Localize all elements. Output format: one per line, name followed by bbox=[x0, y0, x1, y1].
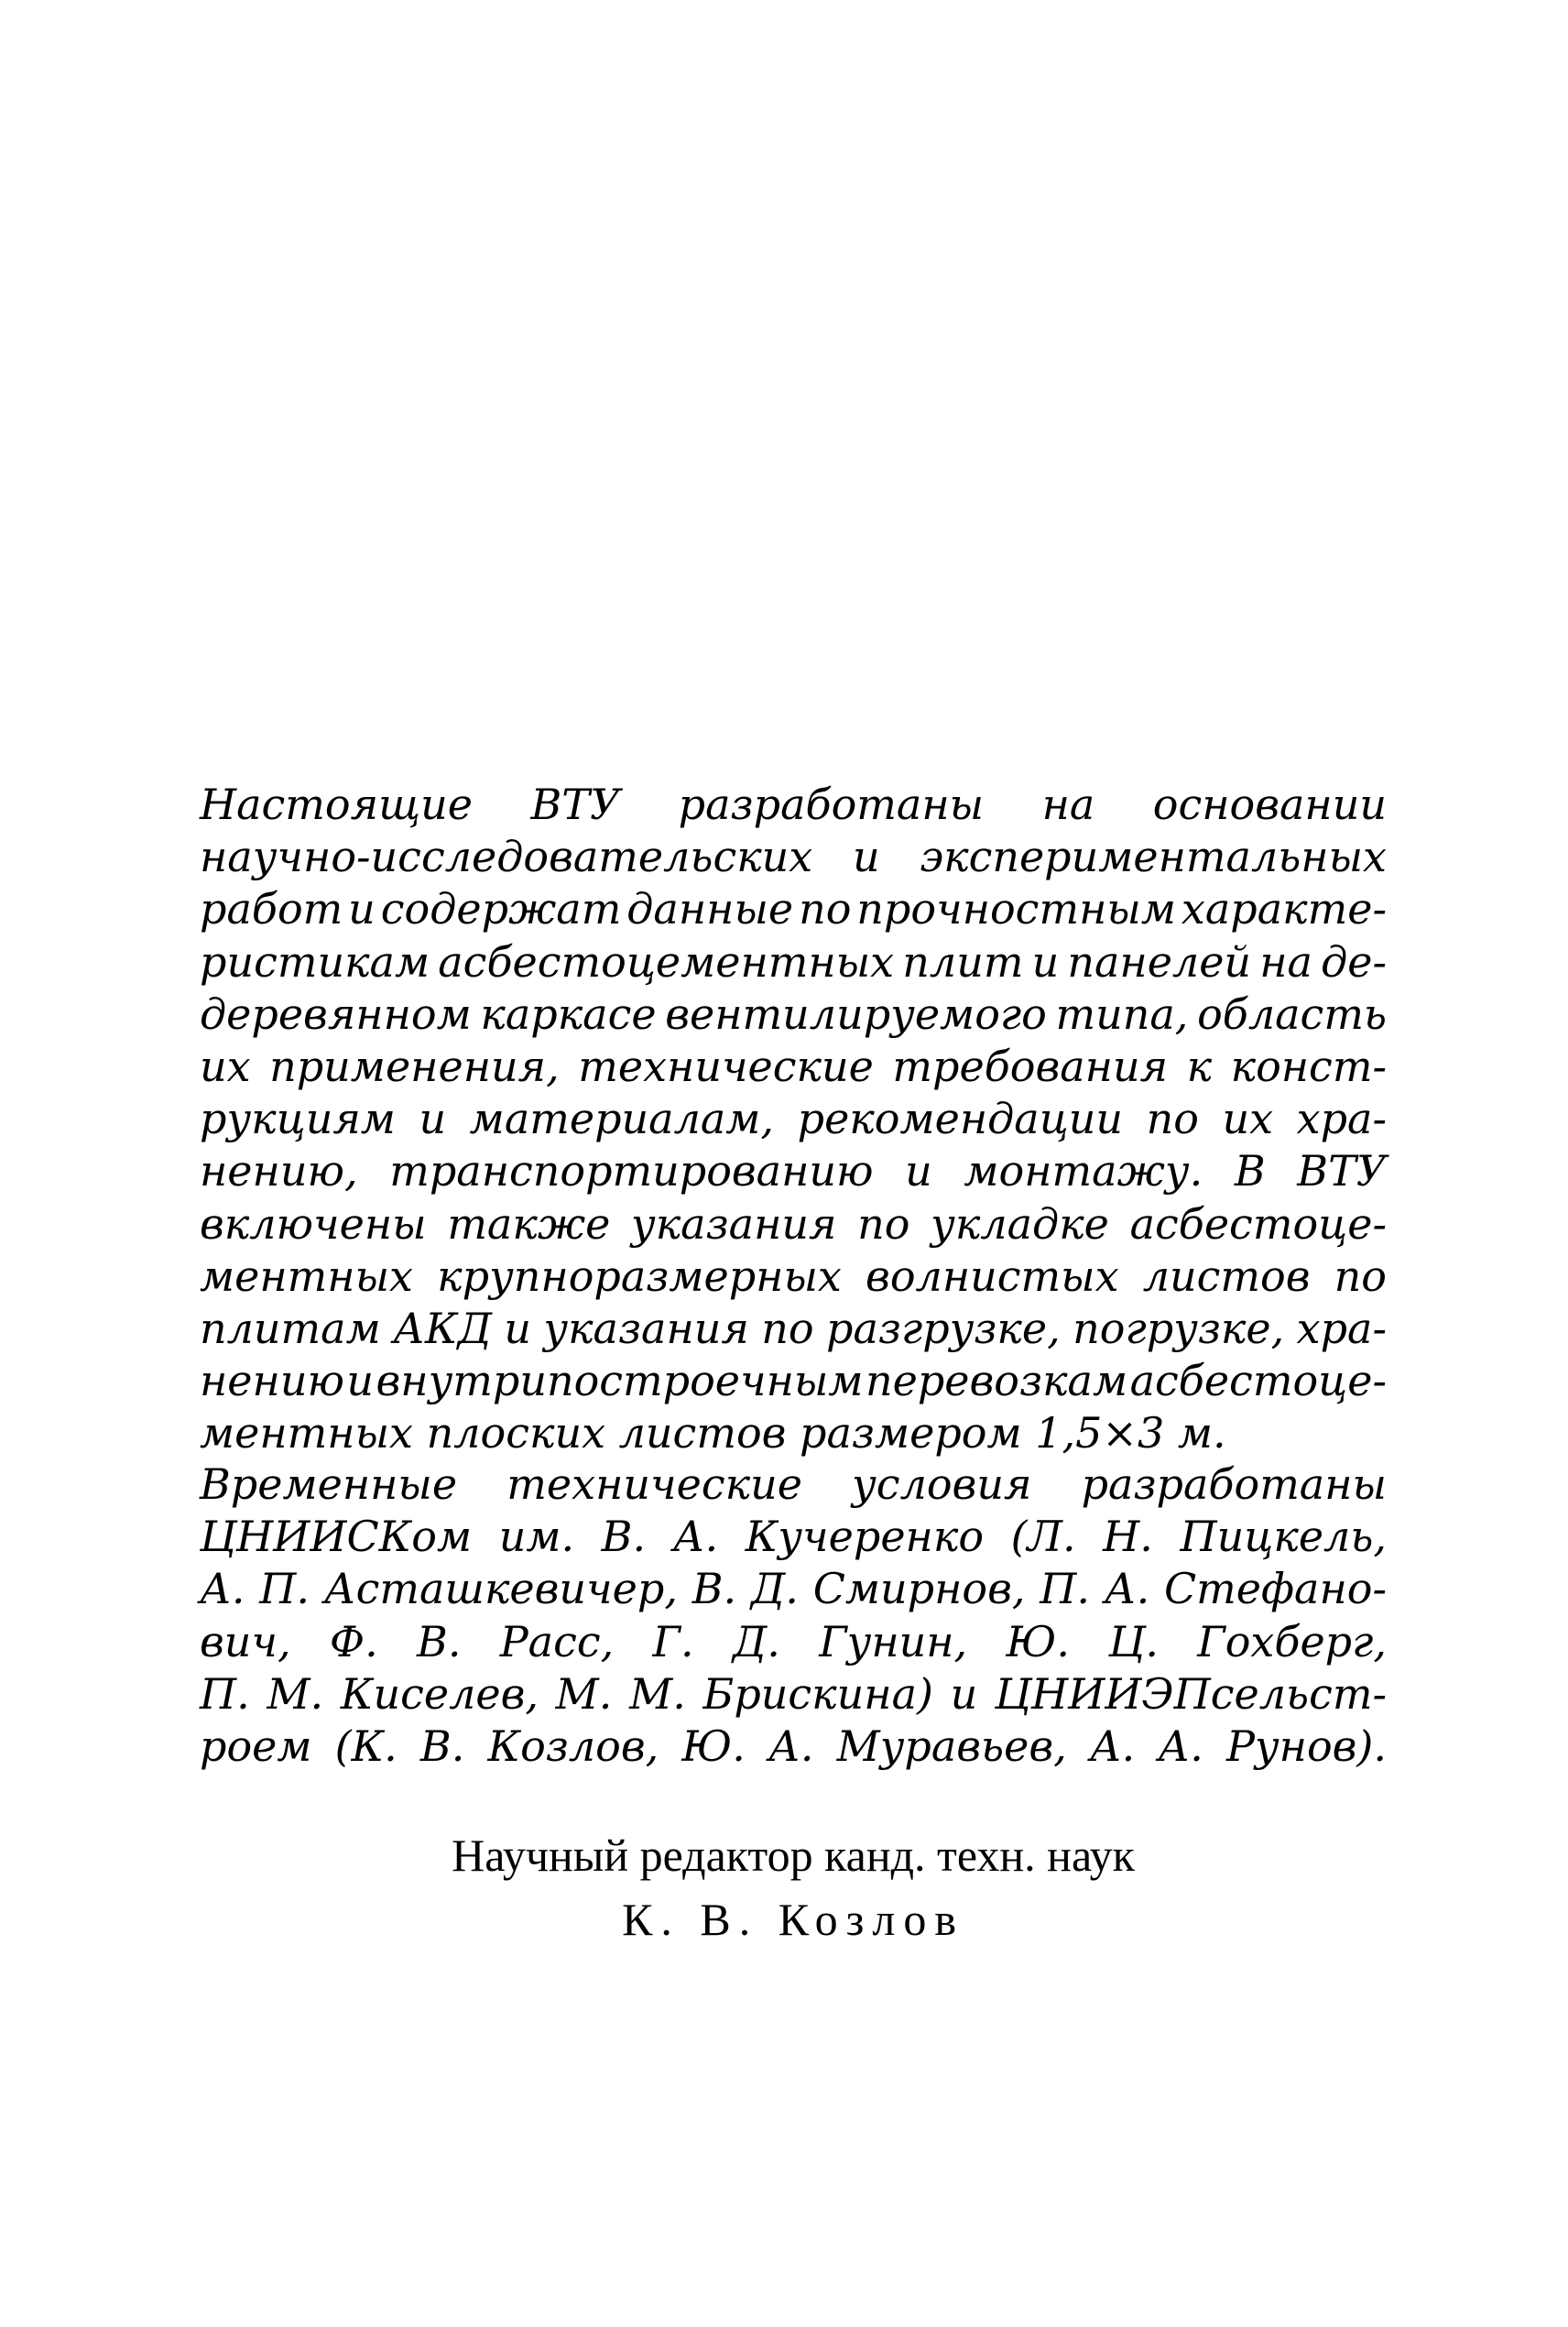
paragraph-line: их применения, технические требования к конст- bbox=[200, 1042, 1387, 1092]
paragraph-line: нению и внутрипостроечным перевозкам асбестоце- bbox=[200, 1356, 1387, 1406]
paragraph-line: А. П. Асташкевичер, В. Д. Смирнов, П. А. Стефано- bbox=[200, 1564, 1387, 1614]
paragraph-line: рукциям и материалам, рекомендации по их хра- bbox=[200, 1094, 1387, 1144]
editor-role: Научный редактор канд. техн. наук bbox=[452, 1830, 1135, 1881]
paragraph-line: ментных крупноразмерных волнистых листов по bbox=[200, 1251, 1387, 1301]
authors-paragraph bbox=[200, 1458, 1387, 1773]
paragraph-line: ментных плоских листов размером 1,5×3 м. bbox=[200, 1408, 1226, 1458]
paragraph-line: П. М. Киселев, М. М. Брискина) и ЦНИИЭПсельст- bbox=[200, 1668, 1387, 1719]
paragraph-line: нению, транспортированию и монтажу. В ВТУ bbox=[200, 1146, 1387, 1196]
paragraph-line: вич, Ф. В. Расс, Г. Д. Гунин, Ю. Ц. Гохберг, bbox=[200, 1616, 1387, 1666]
paragraph-line: ристикам асбестоцементных плит и панелей на де- bbox=[200, 936, 1387, 987]
paragraph-line: плитам АКД и указания по разгрузке, погрузке, хра- bbox=[200, 1304, 1387, 1354]
paragraph-line: роем (К. В. Козлов, Ю. А. Муравьев, А. А. Рунов). bbox=[200, 1721, 1387, 1772]
paragraph-line: работ и содержат данные по прочностным характе- bbox=[200, 884, 1387, 934]
editor-name: К. В. Козлов bbox=[622, 1894, 964, 1945]
description-paragraph bbox=[200, 779, 1387, 1460]
paragraph-line: деревянном каркасе вентилируемого типа, область bbox=[200, 989, 1387, 1039]
paragraph-line: ЦНИИСКом им. В. А. Кучеренко (Л. Н. Пицкель, bbox=[200, 1512, 1387, 1562]
scientific-editor-block bbox=[200, 1823, 1387, 1951]
paragraph-line: включены также указания по укладке асбестоце- bbox=[200, 1198, 1387, 1249]
paragraph-line: научно-исследовательских и экспериментальных bbox=[200, 832, 1387, 882]
paragraph-line: Временные технические условия разработаны bbox=[200, 1459, 1387, 1509]
paragraph-line: Настоящие ВТУ разработаны на основании bbox=[200, 780, 1387, 829]
